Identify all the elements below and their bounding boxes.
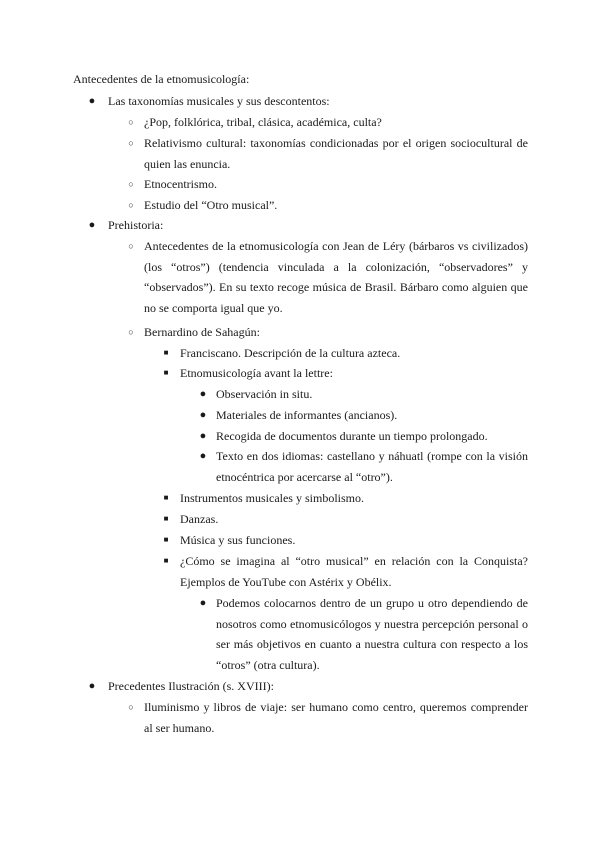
bullet-square: ■ (163, 556, 169, 565)
list-item: Etnomusicología avant la lettre: (180, 366, 333, 380)
bullet-disc: ● (88, 219, 96, 231)
bullet-square: ■ (163, 514, 169, 523)
bullet-circle: ○ (128, 138, 134, 148)
list-item: Bernardino de Sahagún: (144, 325, 260, 339)
list-item: Iluminismo y libros de viaje: ser humano como centro, queremos comprender al ser humano. (144, 700, 528, 735)
list-item: ¿Cómo se imagina al “otro musical” en relación con la Conquista? Ejemplos de YouTube con Astérix y Obélix. (180, 554, 528, 589)
list-item: Podemos colocarnos dentro de un grupo u otro dependiendo de nosotros como etnomusicólogos y nuestra percepción personal o ser más objetivos en cuanto a nuestra cultura con respecto a los “otros” (otra cultura). (216, 596, 528, 672)
list-item: Música y sus funciones. (180, 533, 296, 547)
list-item: Texto en dos idiomas: castellano y náhuatl (rompe con la visión etnocéntrica por acercarse al “otro”). (216, 449, 528, 484)
bullet-square: ■ (163, 535, 169, 544)
bullet-disc: ● (199, 409, 207, 421)
section-ilustracion: Precedentes Ilustración (s. XVIII): (108, 679, 274, 693)
bullet-disc: ● (199, 388, 207, 400)
bullet-circle: ○ (128, 179, 134, 189)
list-item: Etnocentrismo. (144, 177, 217, 191)
bullet-square: ■ (163, 493, 169, 502)
list-item: Estudio del “Otro musical”. (144, 198, 278, 212)
bullet-disc: ● (199, 430, 207, 442)
bullet-circle: ○ (128, 702, 134, 712)
list-item: Franciscano. Descripción de la cultura azteca. (180, 346, 401, 360)
list-item: Relativismo cultural: taxonomías condicionadas por el origen sociocultural de quien las enuncia. (144, 136, 528, 171)
bullet-disc: ● (199, 450, 207, 462)
bullet-disc: ● (88, 680, 96, 692)
bullet-circle: ○ (128, 117, 134, 127)
bullet-square: ■ (163, 368, 169, 377)
list-item: Observación in situ. (216, 387, 313, 401)
section-prehistoria: Prehistoria: (108, 218, 164, 232)
list-item: Instrumentos musicales y simbolismo. (180, 491, 364, 505)
list-item: ¿Pop, folklórica, tribal, clásica, académica, culta? (144, 115, 382, 129)
list-item: Antecedentes de la etnomusicología con Jean de Léry (bárbaros vs civilizados) (los “otros”) (tendencia vinculada a la colonización, “observadores” y “observados”). En su texto recoge música de Brasil. Bárbaro como alguien que no se comporta igual que yo. (144, 239, 528, 315)
section-taxonomias: Las taxonomías musicales y sus descontentos: (108, 94, 330, 108)
list-item: Recogida de documentos durante un tiempo prolongado. (216, 429, 488, 443)
bullet-square: ■ (163, 348, 169, 357)
bullet-disc: ● (199, 597, 207, 609)
bullet-circle: ○ (128, 200, 134, 210)
document-title: Antecedentes de la etnomusicología: (73, 72, 250, 86)
bullet-circle: ○ (128, 327, 134, 337)
bullet-disc: ● (88, 95, 96, 107)
list-item: Danzas. (180, 512, 219, 526)
bullet-circle: ○ (128, 241, 134, 251)
list-item: Materiales de informantes (ancianos). (216, 408, 398, 422)
